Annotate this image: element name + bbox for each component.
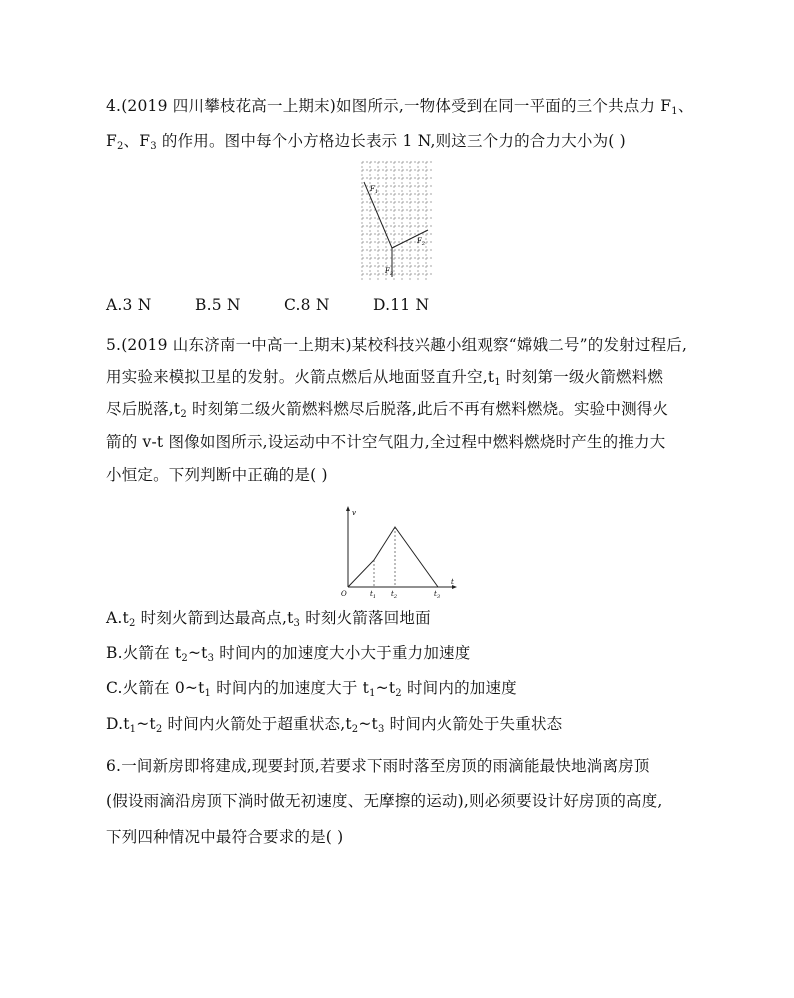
q5-line-3: 尽后脱落$,t_2$ 时刻第二级火箭燃料燃尽后脱落,此后不再有燃料燃烧。实验中测得火 [106,400,669,420]
q5-line-5: 小恒定。下列判断中正确的是( ) [106,466,328,484]
q4-line-2: $F_2$、$F_3$ 的作用。图中每个小方格边长表示 1 N,则这三个力的合力大小为( ) [106,132,626,152]
label-t: t [451,578,454,586]
q6-line-3: 下列四种情况中最符合要求的是( ) [106,828,344,846]
label-f3: $F_3$ [385,267,394,277]
label-v: v [352,509,356,517]
vt-curve [348,527,438,587]
label-t2: $t_2$ [391,590,398,600]
q5-option-a[interactable]: $A.t_2$ 时刻火箭到达最高点$,t_3$ 时刻火箭落回地面 [106,609,431,629]
q5-option-d[interactable]: $D.t_1\sim t_2$ 时间内火箭处于超重状态$,t_2\sim t_3$ 时间内火箭处于失重状态 [106,715,563,735]
q5-option-b[interactable]: B.火箭在 $t_2\sim t_3$ 时间内的加速度大小大于重力加速度 [106,644,471,664]
q6-line-1: 6.一间新房即将建成,现要封顶,若要求下雨时落至房顶的雨滴能最快地淌离房顶 [106,757,650,775]
q4-option-c[interactable]: C.8 N [284,296,330,314]
q5-line-1: 5.(2019 山东济南一中高一上期末)某校科技兴趣小组观察“嫦娥二号”的发射过程后, [106,336,688,354]
q5-line-2: 用实验来模拟卫星的发射。火箭点燃后从地面竖直升空$,t_1$ 时刻第一级火箭燃料燃 [106,368,664,388]
q4-line-1: 4.(2019 四川攀枝花高一上期末)如图所示,一物体受到在同一平面的三个共点力 $F_1$、 [106,97,694,117]
label-origin: O [341,590,347,598]
q4-options [106,294,429,316]
q4-option-a[interactable]: A.3 N [106,296,152,314]
label-f2: $F_2$ [417,237,426,247]
v-axis-arrow [346,506,350,511]
q6-line-2: (假设雨滴沿房顶下淌时做无初速度、无摩擦的运动),则必须要设计好房顶的高度, [106,792,663,810]
q5-line-4: 箭的 v-t 图像如图所示,设运动中不计空气阻力,全过程中燃料燃烧时产生的推力大 [106,433,666,451]
q4-option-d[interactable]: D.11 N [373,296,430,314]
q4-force-grid-figure [360,160,435,285]
q5-vt-graph [338,504,460,600]
label-f1: $F_1$ [370,185,379,195]
q5-option-c[interactable]: C.火箭在 $0\sim t_1$ 时间内的加速度大于 $t_1\sim t_2$ 时间内的加速度 [106,679,517,699]
q4-option-b[interactable]: B.5 N [195,296,241,314]
label-t1: $t_1$ [370,590,377,600]
label-t3: $t_3$ [434,590,441,600]
